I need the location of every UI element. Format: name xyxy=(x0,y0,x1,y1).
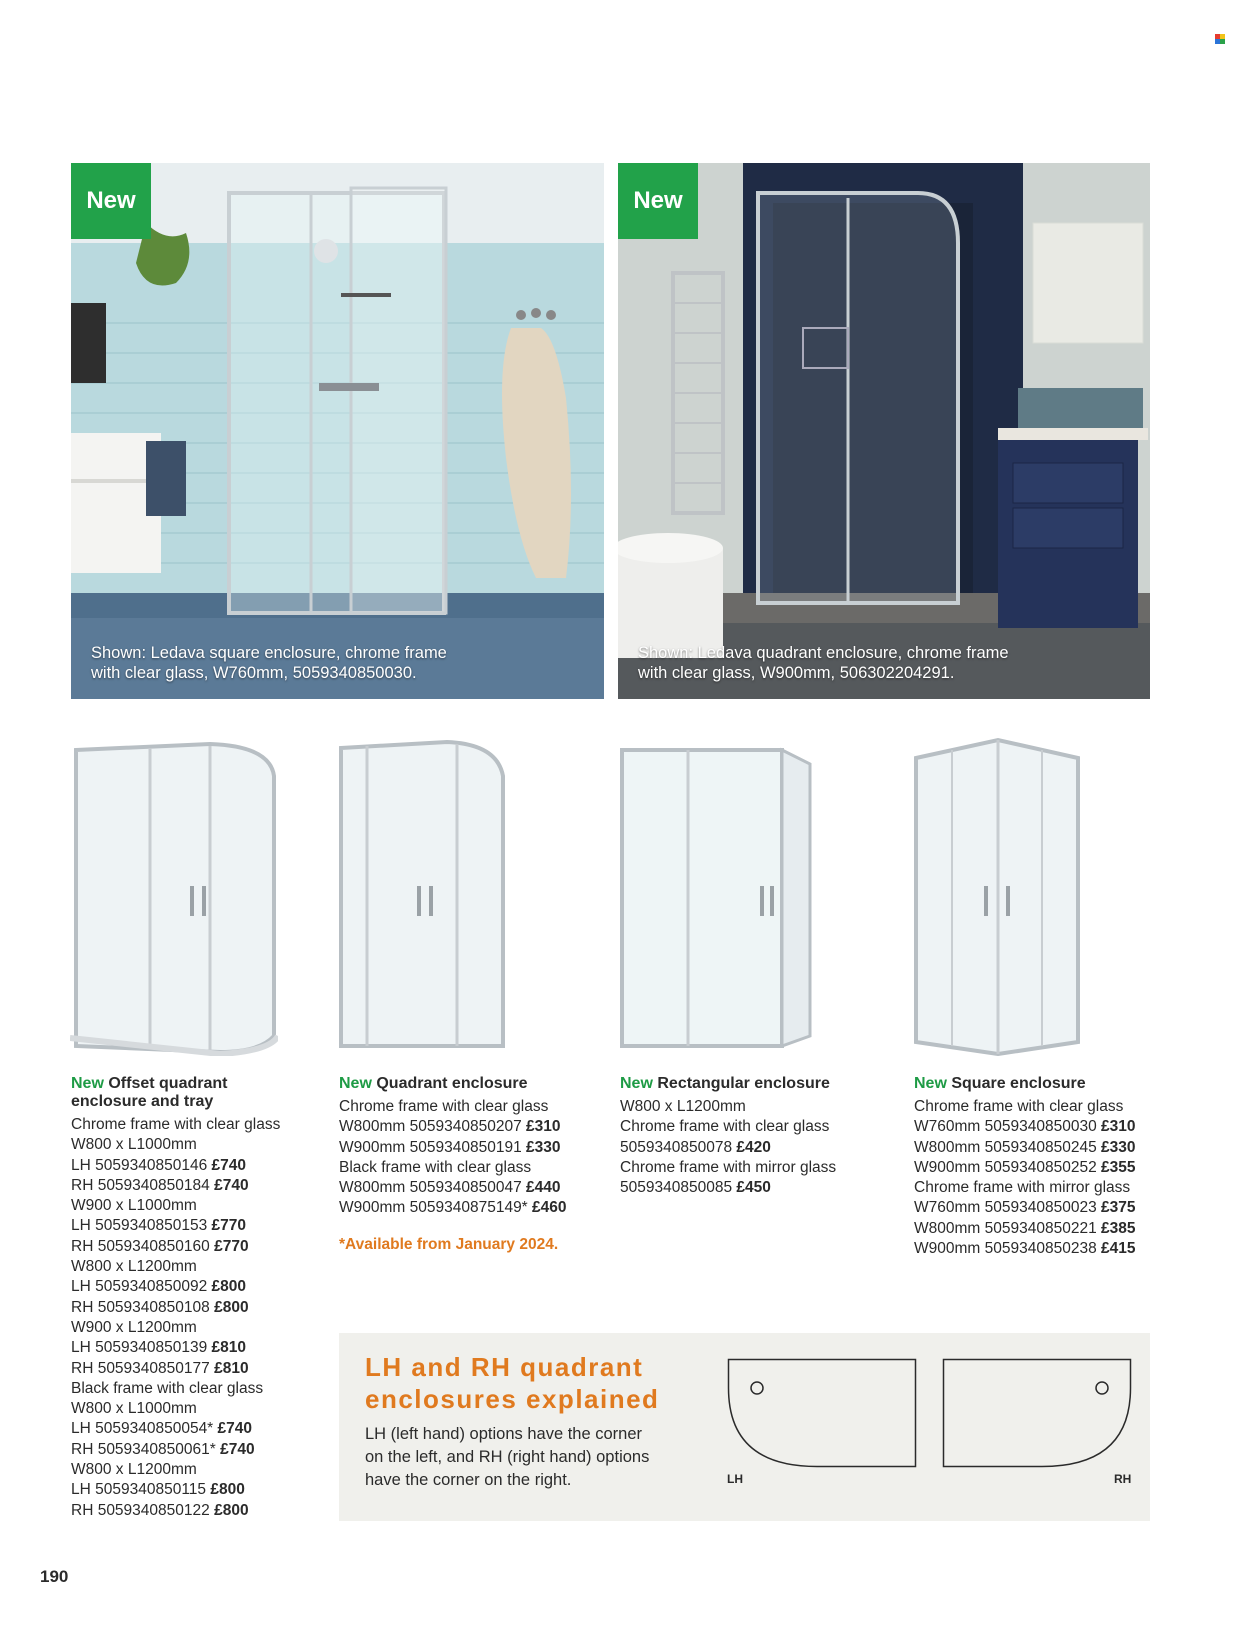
spec-text: W800 x L1000mm xyxy=(71,1136,197,1154)
product-spec-list xyxy=(71,1115,321,1521)
spec-text: W900 x L1200mm xyxy=(71,1318,197,1336)
rectangular-details xyxy=(620,1075,890,1198)
rectangular-enclosure-image xyxy=(618,736,814,1056)
caption-line: Shown: Ledava quadrant enclosure, chrome frame xyxy=(638,644,1009,662)
price: £375 xyxy=(1101,1199,1136,1217)
product-title-line: Rectangular enclosure xyxy=(657,1075,830,1092)
price: £770 xyxy=(211,1217,246,1235)
spec-text: W800mm 5059340850047 xyxy=(339,1179,526,1197)
spec-row xyxy=(71,1501,321,1521)
spec-text: Chrome frame with clear glass xyxy=(71,1116,281,1133)
spec-text: W760mm 5059340850023 xyxy=(914,1199,1101,1217)
spec-row xyxy=(620,1138,890,1158)
square-enclosure-image xyxy=(912,736,1082,1056)
enclosure-drawing xyxy=(618,736,814,1056)
product-title-line: Quadrant enclosure xyxy=(376,1075,528,1092)
spec-row xyxy=(914,1239,1184,1259)
spec-text: LH 5059340850153 xyxy=(71,1217,212,1235)
price: £310 xyxy=(1101,1118,1136,1136)
spec-row xyxy=(914,1138,1184,1158)
enclosure-drawing xyxy=(70,736,278,1056)
spec-row xyxy=(339,1097,599,1117)
price: £460 xyxy=(532,1199,567,1217)
spec-text: W900 x L1000mm xyxy=(71,1197,197,1215)
explainer-title-line: enclosures explained xyxy=(365,1384,660,1414)
price: £440 xyxy=(526,1179,561,1197)
enclosure-drawing xyxy=(912,736,1082,1056)
spec-text: Black frame with clear glass xyxy=(71,1379,264,1397)
price: £450 xyxy=(736,1179,771,1197)
photo-caption xyxy=(91,643,511,683)
new-label: New xyxy=(71,1075,104,1092)
new-label: New xyxy=(914,1075,947,1092)
spec-row xyxy=(620,1178,890,1198)
price: £330 xyxy=(526,1138,561,1156)
spec-row xyxy=(339,1178,599,1198)
spec-text: RH 5059340850061* xyxy=(71,1440,221,1458)
spec-text: 5059340850078 xyxy=(620,1138,737,1156)
quadrant-details xyxy=(339,1075,599,1255)
quadrant-explainer-box xyxy=(339,1333,1150,1521)
spec-row xyxy=(339,1158,599,1178)
explainer-text-line: have the corner on the right. xyxy=(365,1471,572,1489)
price: £740 xyxy=(211,1156,246,1174)
spec-row xyxy=(914,1117,1184,1137)
spec-row xyxy=(71,1135,321,1155)
spec-row xyxy=(71,1419,321,1439)
spec-row xyxy=(71,1440,321,1460)
price: £740 xyxy=(214,1176,249,1194)
offset-quadrant-enclosure-image xyxy=(70,736,278,1056)
offset-quadrant-details xyxy=(71,1075,321,1521)
spec-row xyxy=(71,1379,321,1399)
spec-text: W800 x L1200mm xyxy=(620,1098,746,1115)
spec-row xyxy=(71,1338,321,1358)
price: £415 xyxy=(1101,1240,1136,1258)
photo-quadrant-enclosure xyxy=(618,163,1150,699)
square-details xyxy=(914,1075,1184,1259)
spec-text: LH 5059340850092 xyxy=(71,1278,212,1296)
color-registration-mark xyxy=(1215,34,1225,44)
spec-row xyxy=(914,1178,1184,1198)
spec-text: W900mm 5059340850252 xyxy=(914,1158,1101,1176)
spec-text: RH 5059340850177 xyxy=(71,1359,215,1377)
explainer-title xyxy=(365,1351,659,1415)
price: £740 xyxy=(217,1420,253,1438)
enclosure-drawing xyxy=(337,736,509,1056)
photo-square-enclosure xyxy=(71,163,604,699)
explainer-title-line: LH and RH quadrant xyxy=(365,1352,644,1382)
product-title-line: Square enclosure xyxy=(951,1075,1086,1092)
spec-row xyxy=(71,1237,321,1257)
product-spec-list xyxy=(339,1097,599,1219)
spec-text: W800mm 5059340850245 xyxy=(914,1138,1101,1156)
explainer-text xyxy=(365,1423,695,1492)
spec-text: Chrome frame with clear glass xyxy=(620,1118,830,1136)
spec-text: 5059340850085 xyxy=(620,1179,737,1197)
price: £385 xyxy=(1101,1219,1136,1237)
spec-row xyxy=(339,1138,599,1158)
price: £310 xyxy=(526,1118,561,1136)
spec-text: W800 x L1200mm xyxy=(71,1258,197,1276)
spec-row xyxy=(71,1115,321,1135)
spec-text: Black frame with clear glass xyxy=(339,1158,532,1176)
spec-text: W800mm 5059340850207 xyxy=(339,1118,526,1136)
spec-text: W800 x L1200mm xyxy=(71,1461,197,1479)
spec-row xyxy=(914,1198,1184,1218)
price: £800 xyxy=(210,1481,245,1499)
spec-row xyxy=(914,1219,1184,1239)
spec-row xyxy=(620,1117,890,1137)
spec-row xyxy=(339,1198,599,1218)
spec-row xyxy=(71,1399,321,1419)
page-number: 190 xyxy=(40,1567,69,1586)
spec-text: RH 5059340850108 xyxy=(71,1298,215,1316)
explainer-text-line: on the left, and RH (right hand) options xyxy=(365,1448,650,1466)
price: £800 xyxy=(214,1501,249,1519)
product-spec-list xyxy=(620,1097,890,1198)
spec-text: RH 5059340850122 xyxy=(71,1501,215,1519)
spec-text: Chrome frame with clear glass xyxy=(339,1098,549,1115)
spec-row xyxy=(71,1460,321,1480)
spec-text: LH 5059340850139 xyxy=(71,1339,212,1357)
price: £420 xyxy=(736,1138,771,1156)
price: £330 xyxy=(1101,1138,1136,1156)
caption-line: with clear glass, W760mm, 5059340850030. xyxy=(91,664,417,682)
new-badge: New xyxy=(71,163,151,239)
product-title xyxy=(620,1075,890,1093)
lh-quadrant-diagram xyxy=(727,1358,917,1468)
spec-text: W800mm 5059340850221 xyxy=(914,1219,1101,1237)
rh-quadrant-diagram xyxy=(942,1358,1132,1468)
spec-text: Chrome frame with clear glass xyxy=(914,1098,1124,1115)
spec-text: LH 5059340850146 xyxy=(71,1156,212,1174)
price: £810 xyxy=(214,1359,249,1377)
bathroom-scene-illustration xyxy=(618,163,1150,699)
spec-row xyxy=(71,1216,321,1236)
spec-text: W900mm 5059340850238 xyxy=(914,1240,1101,1258)
spec-text: LH 5059340850115 xyxy=(71,1481,211,1499)
spec-text: RH 5059340850160 xyxy=(71,1237,215,1255)
spec-text: W800 x L1000mm xyxy=(71,1400,197,1418)
quadrant-enclosure-image xyxy=(337,736,509,1056)
product-title-line: enclosure and tray xyxy=(71,1093,214,1110)
product-title xyxy=(71,1075,321,1111)
spec-row xyxy=(71,1257,321,1277)
spec-text: LH 5059340850054* xyxy=(71,1420,218,1438)
product-title-line: Offset quadrant xyxy=(108,1075,228,1092)
spec-text: RH 5059340850184 xyxy=(71,1176,215,1194)
price: £810 xyxy=(211,1339,246,1357)
new-label: New xyxy=(339,1075,372,1092)
price: £355 xyxy=(1101,1158,1136,1176)
spec-row xyxy=(620,1158,890,1178)
spec-row xyxy=(71,1277,321,1297)
lh-label: LH xyxy=(727,1472,743,1486)
spec-text: Chrome frame with mirror glass xyxy=(620,1158,837,1176)
price: £770 xyxy=(214,1237,249,1255)
spec-row xyxy=(620,1097,890,1117)
product-title xyxy=(914,1075,1184,1093)
price: £800 xyxy=(211,1278,246,1296)
price: £800 xyxy=(214,1298,249,1316)
spec-row xyxy=(71,1480,321,1500)
bathroom-scene-illustration xyxy=(71,163,604,699)
product-spec-list xyxy=(914,1097,1184,1259)
spec-row xyxy=(71,1156,321,1176)
spec-row xyxy=(71,1298,321,1318)
caption-line: Shown: Ledava square enclosure, chrome frame xyxy=(91,644,447,662)
spec-text: W760mm 5059340850030 xyxy=(914,1118,1101,1136)
new-label: New xyxy=(620,1075,653,1092)
product-title xyxy=(339,1075,599,1093)
caption-line: with clear glass, W900mm, 506302204291. xyxy=(638,664,955,682)
photo-caption xyxy=(638,643,1058,683)
spec-text: W900mm 5059340875149* xyxy=(339,1199,533,1217)
spec-row xyxy=(71,1196,321,1216)
spec-text: W900mm 5059340850191 xyxy=(339,1138,526,1156)
rh-label: RH xyxy=(1114,1472,1132,1486)
explainer-text-line: LH (left hand) options have the corner xyxy=(365,1425,642,1443)
spec-row xyxy=(71,1176,321,1196)
spec-row xyxy=(71,1318,321,1338)
spec-row xyxy=(339,1117,599,1137)
spec-row xyxy=(914,1158,1184,1178)
availability-note: *Available from January 2024. xyxy=(339,1235,559,1253)
spec-row xyxy=(71,1359,321,1379)
spec-text: Chrome frame with mirror glass xyxy=(914,1179,1131,1197)
new-badge: New xyxy=(618,163,698,239)
price: £740 xyxy=(220,1440,255,1458)
spec-row xyxy=(914,1097,1184,1117)
